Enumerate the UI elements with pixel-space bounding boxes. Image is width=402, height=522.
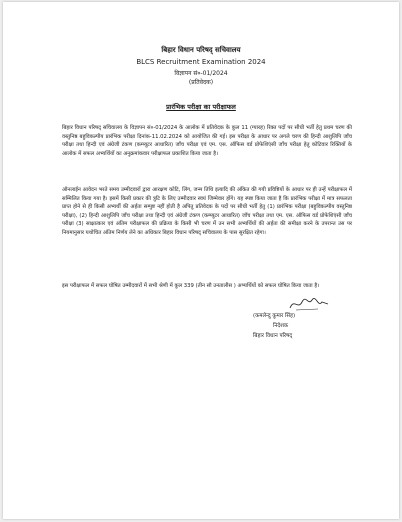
signatory-designation: निदेशक bbox=[273, 323, 289, 329]
office-name: बिहार विधान परिषद् सचिवालय bbox=[161, 46, 241, 54]
paragraph-3: इस परीक्षाफल में सफल घोषित उम्मीदवारों में सभी श्रेणी में कुल 339 (तीन सौ उनतालीस ) अभ्यर्थियों को सफल घोषित किया जाता है। bbox=[62, 283, 320, 289]
post-label: (प्रतिवेदक) bbox=[188, 79, 214, 86]
signatory-office: बिहार विधान परिषद् bbox=[253, 333, 293, 339]
subject-heading: प्रारंभिक परीक्षा का परीक्षाफल bbox=[166, 103, 236, 111]
paragraph-2: ऑनलाईन आवेदन भरते समय उम्मीदवारों द्वारा आरक्षण कोटि, लिंग, जन्म तिथि इत्यादि की अंकित की गयी प्रविष्टियों के आधार पर ही उन्हें परीक्षाफल में सम्मिलित किया गया है। इसमें किसी प्रकार की त्रुटि के लिए उम्मीदवार स्वयं जिम्मेवार होंगे। यह स्पष्ट किया जाता है कि प्रारंभिक परीक्षा में मात्र सफलता प्राप्त होने से ही किसी अभ्यर्थी की अर्हता सम्पुष्ट नहीं होती है अपितु प्रतिवेदक के पदों पर सीधी भर्ती हेतु (1) प्रारंभिक परीक्षा (बहुविकल्पीय वस्तुनिष्ठ परीक्षा), (2) हिन्दी आशुलिपि जाँच परीक्षा तथा हिन्दी एवं अंग्रेजी टंकण (कम्प्यूटर आधारित) जाँच परीक्षा तथा एम. एस. ऑफिस वर्ड प्रोफेशिएंसी जाँच परीक्षा (3) साक्षात्कार एवं अंतिम परीक्षाफल की प्रक्रिया के किसी भी चरण में उन सभी अभ्यर्थियों की अर्हता की समीक्षा करने के उपरान्त उस पर नियमानुसार यथोचित अंतिम निर्णय लेने का अधिकार बिहार विधान परिषद् सचिवालय के पास सुरक्षित रहेगा। bbox=[62, 187, 352, 236]
advertisement-number: विज्ञापन सं०-01/2024 bbox=[174, 70, 228, 77]
document-page bbox=[3, 2, 399, 519]
signatory-name: (कमलेन्दु कुमार सिंह) bbox=[253, 313, 296, 319]
exam-title: BLCS Recruitment Examination 2024 bbox=[136, 58, 266, 66]
paragraph-1: बिहार विधान परिषद् सचिवालय के विज्ञापन सं०-01/2024 के आलोक में प्रतिवेदक के कुल 11 (ग्यारह) रिक्त पदों पर सीधी भर्ती हेतु प्रथम चरण की वस्तुनिष्ठ बहुविकल्पीय प्रारंभिक परीक्षा दिनांक-11.02.2024 को आयोजित की गई। इस परीक्षा के आधार पर अगले चरण की हिन्दी आशुलिपि जाँच परीक्षा तथा हिन्दी एवं अंग्रेजी टंकण (कम्प्यूटर आधारित) जाँच परीक्षा एवं एम. एस. ऑफिस वर्ड प्रोफेशिएंसी जाँच परीक्षा हेतु कोटिवार रिक्तियों के आलोक में सफल अभ्यर्थियों का अनुक्रमांकवार परीक्षाफल प्रकाशित किया जाता है। bbox=[62, 125, 352, 157]
signature-scribble bbox=[288, 296, 330, 312]
